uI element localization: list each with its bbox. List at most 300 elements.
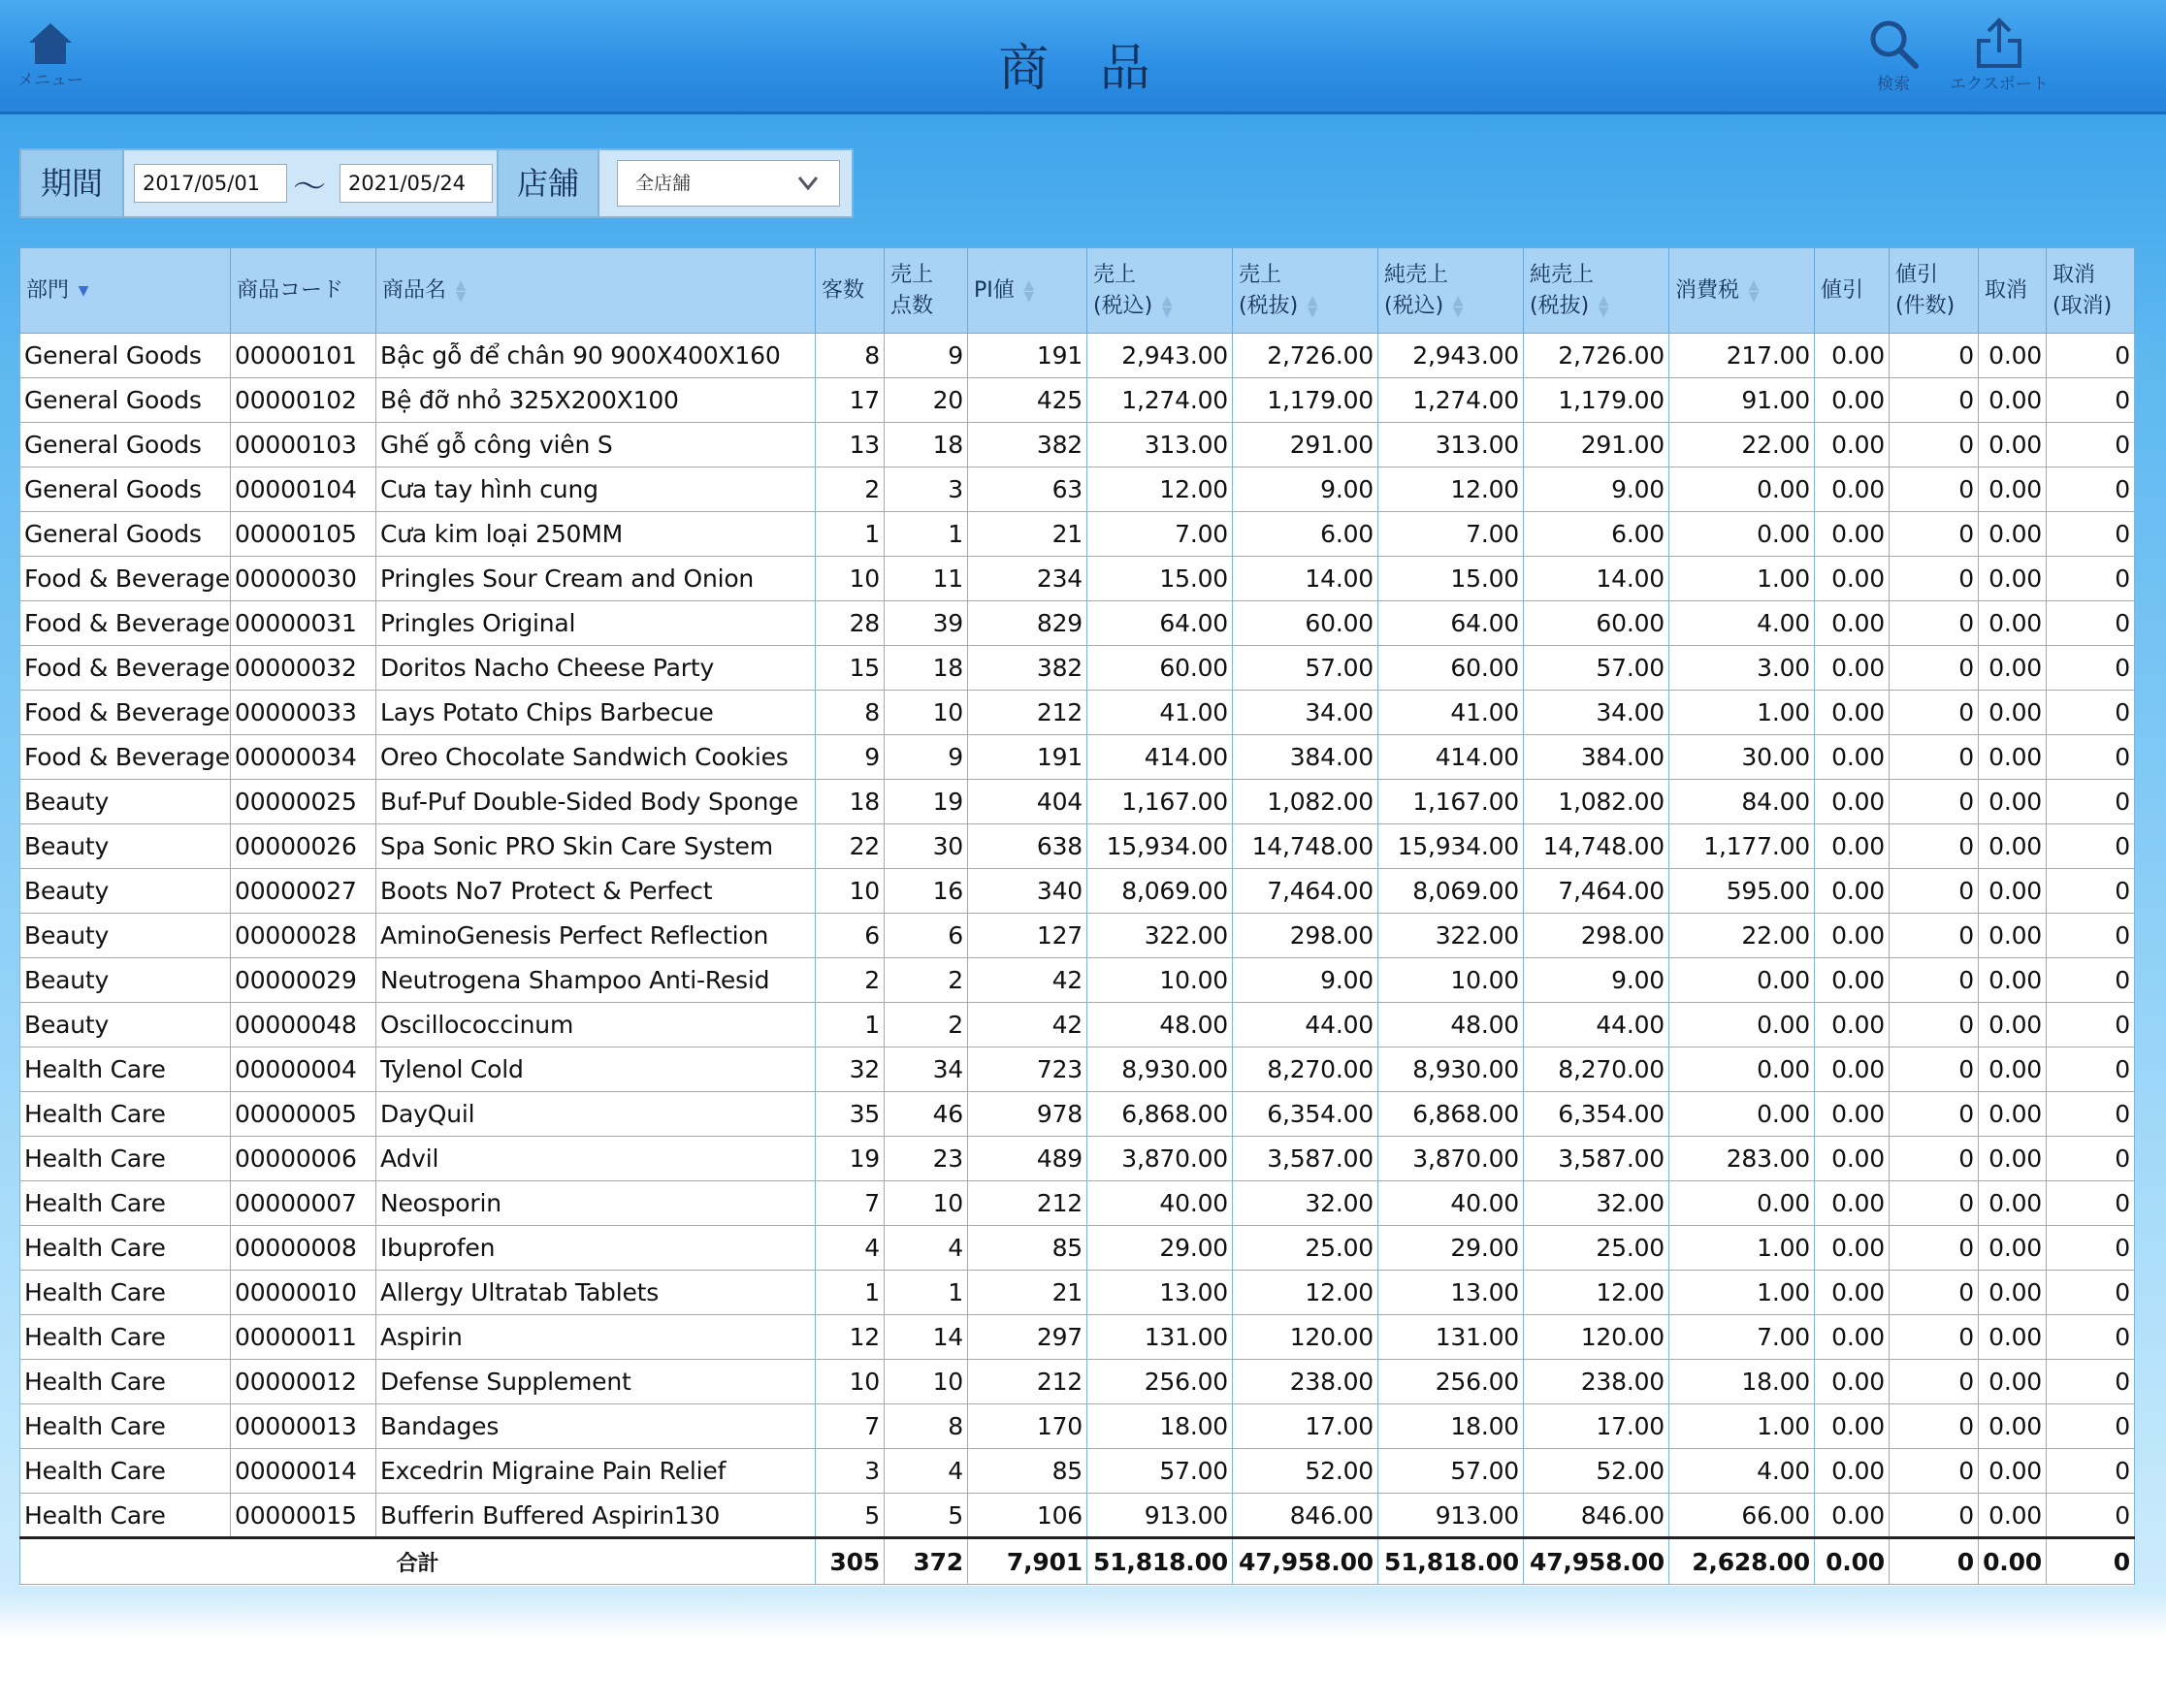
table-cell: 7.00 [1087,512,1233,557]
sort-updown-icon[interactable]: ▲ ▼ [1598,292,1609,320]
table-cell: 8,069.00 [1378,869,1524,914]
table-cell: Buf-Puf Double-Sided Body Sponge [376,780,816,824]
table-cell: 14,748.00 [1233,824,1378,869]
table-cell: 5 [885,1494,968,1538]
table-cell: 2 [885,1003,968,1047]
table-cell: 0.00 [1815,1449,1890,1494]
table-cell: 0 [2047,1360,2135,1404]
table-cell: 0.00 [1979,1047,2047,1092]
table-cell: 1,167.00 [1378,780,1524,824]
table-row[interactable] [20,691,2135,735]
date-to-input[interactable]: 2021/05/24 [339,164,493,203]
table-cell: 0 [1890,646,1979,691]
table-row[interactable] [20,1181,2135,1226]
table-cell: 0 [1890,1137,1979,1181]
table-cell: 9.00 [1233,467,1378,512]
table-cell: 6,868.00 [1087,1092,1233,1137]
total-cell: 0 [1890,1538,1979,1585]
table-cell: 25.00 [1233,1226,1378,1271]
table-cell: 34.00 [1233,691,1378,735]
table-cell: 0 [2047,1137,2135,1181]
table-row[interactable] [20,958,2135,1003]
table-cell: 10 [816,557,885,601]
total-label: 合計 [20,1538,816,1585]
sort-updown-icon[interactable]: ▲ ▼ [1307,292,1318,320]
table-cell: 0.00 [1815,423,1890,467]
table-cell: 00000005 [231,1092,376,1137]
table-cell: 9.00 [1524,958,1669,1003]
table-cell: 322.00 [1378,914,1524,958]
page-title: 商 品 [998,40,1168,98]
table-row[interactable] [20,914,2135,958]
table-cell: 00000006 [231,1137,376,1181]
table-row[interactable] [20,1271,2135,1315]
table-cell: 0 [2047,601,2135,646]
table-cell: 0.00 [1979,824,2047,869]
table-cell: 0.00 [1979,1226,2047,1271]
table-cell: 0 [1890,1271,1979,1315]
table-cell: 978 [968,1092,1087,1137]
table-cell: 9 [816,735,885,780]
table-cell: Tylenol Cold [376,1047,816,1092]
table-cell: 00000032 [231,646,376,691]
table-cell: 0.00 [1815,958,1890,1003]
table-cell: 191 [968,334,1087,378]
table-cell: 0 [1890,601,1979,646]
table-cell: 0 [1890,1226,1979,1271]
table-cell: Bandages [376,1404,816,1449]
table-cell: 1.00 [1669,1226,1815,1271]
table-row[interactable] [20,512,2135,557]
table-cell: 3,587.00 [1524,1137,1669,1181]
table-cell: 66.00 [1669,1494,1815,1538]
column-header-9[interactable] [1524,248,1669,334]
table-cell: Bậc gỗ để chân 90 900X400X160 [376,334,816,378]
table-cell: Health Care [20,1226,231,1271]
column-header-label: 値引 [1821,277,1864,303]
table-cell: 3,587.00 [1233,1137,1378,1181]
table-cell: 9 [885,334,968,378]
table-cell: 4 [816,1226,885,1271]
table-cell: 0.00 [1815,1003,1890,1047]
table-cell: 10.00 [1378,958,1524,1003]
table-cell: 00000008 [231,1226,376,1271]
table-cell: Bufferin Buffered Aspirin130 [376,1494,816,1538]
table-cell: 8,930.00 [1378,1047,1524,1092]
table-cell: Oscillococcinum [376,1003,816,1047]
table-cell: 28 [816,601,885,646]
table-cell: 291.00 [1233,423,1378,467]
column-header-6[interactable] [1087,248,1233,334]
table-row[interactable] [20,1092,2135,1137]
table-cell: 3,870.00 [1087,1137,1233,1181]
menu-label: メニュー [17,71,83,90]
table-cell: Health Care [20,1404,231,1449]
table-cell: 6.00 [1233,512,1378,557]
export-button[interactable] [1940,17,2058,94]
table-cell: 0.00 [1669,1181,1815,1226]
table-row[interactable] [20,557,2135,601]
column-header-8[interactable] [1378,248,1524,334]
table-row[interactable] [20,1360,2135,1404]
table-cell: 384.00 [1233,735,1378,780]
table-cell: 0 [1890,423,1979,467]
column-header-sublabel: (税抜) [1530,293,1590,318]
table-row[interactable] [20,780,2135,824]
store-select[interactable] [617,160,840,207]
table-cell: 15,934.00 [1087,824,1233,869]
table-cell: 1 [885,1271,968,1315]
table-cell: 414.00 [1087,735,1233,780]
table-cell: General Goods [20,334,231,378]
column-header-label: 客数 [822,277,865,303]
column-header-label: 純売上 [1384,262,1449,287]
table-cell: 0 [2047,780,2135,824]
table-cell: 64.00 [1087,601,1233,646]
table-cell: 0 [1890,1047,1979,1092]
table-cell: 120.00 [1524,1315,1669,1360]
table-cell: 13 [816,423,885,467]
table-cell: 0.00 [1815,1137,1890,1181]
table-row[interactable] [20,735,2135,780]
table-cell: 8,270.00 [1524,1047,1669,1092]
table-row[interactable] [20,334,2135,378]
table-cell: 0.00 [1979,691,2047,735]
table-cell: 8 [885,1404,968,1449]
table-cell: 7,464.00 [1524,869,1669,914]
table-cell: 00000015 [231,1494,376,1538]
table-cell: 39 [885,601,968,646]
table-cell: 0 [1890,467,1979,512]
table-cell: Doritos Nacho Cheese Party [376,646,816,691]
table-cell: 256.00 [1378,1360,1524,1404]
table-cell: Bệ đỡ nhỏ 325X200X100 [376,378,816,423]
column-header-2[interactable] [376,248,816,334]
table-cell: 7.00 [1378,512,1524,557]
table-cell: 0.00 [1815,1494,1890,1538]
table-row[interactable] [20,824,2135,869]
table-cell: 0 [2047,1494,2135,1538]
table-cell: 4.00 [1669,1449,1815,1494]
share-upload-icon [1973,17,2025,70]
table-cell: 1.00 [1669,1271,1815,1315]
table-cell: 30 [885,824,968,869]
table-row[interactable] [20,1003,2135,1047]
column-header-label: 取消 [1985,277,2028,303]
table-cell: 0 [1890,691,1979,735]
table-cell: 9.00 [1233,958,1378,1003]
table-row[interactable] [20,646,2135,691]
table-row[interactable] [20,467,2135,512]
table-cell: 0.00 [1815,1047,1890,1092]
table-cell: 595.00 [1669,869,1815,914]
table-cell: 8,930.00 [1087,1047,1233,1092]
table-cell: 00000025 [231,780,376,824]
table-cell: 234 [968,557,1087,601]
table-cell: 52.00 [1233,1449,1378,1494]
total-cell: 47,958.00 [1233,1538,1378,1585]
column-header-label: 売上 [1239,262,1282,287]
table-cell: 6 [816,914,885,958]
table-cell: 0 [1890,958,1979,1003]
table-cell: 0.00 [1815,780,1890,824]
table-cell: 00000027 [231,869,376,914]
table-cell: 21 [968,1271,1087,1315]
table-cell: 00000010 [231,1271,376,1315]
table-row[interactable] [20,1404,2135,1449]
table-cell: 829 [968,601,1087,646]
table-cell: Advil [376,1137,816,1181]
table-row[interactable] [20,423,2135,467]
table-cell: 60.00 [1087,646,1233,691]
table-cell: 18 [885,423,968,467]
table-cell: 57.00 [1378,1449,1524,1494]
column-header-14[interactable] [2047,248,2135,334]
table-cell: 0.00 [1669,512,1815,557]
bottom-fade [0,1591,2166,1708]
table-row[interactable] [20,869,2135,914]
table-cell: General Goods [20,512,231,557]
table-cell: 0 [2047,1092,2135,1137]
table-cell: 0.00 [1815,1226,1890,1271]
table-cell: 298.00 [1233,914,1378,958]
column-header-sublabel: (税込) [1093,293,1153,318]
table-cell: 5 [816,1494,885,1538]
table-cell: 34.00 [1524,691,1669,735]
table-cell: 0 [1890,334,1979,378]
table-cell: 1.00 [1669,1404,1815,1449]
column-header-label: PI値 [974,277,1015,303]
table-cell: 8 [816,691,885,735]
triangle-down-icon[interactable]: ▼ [78,282,89,299]
table-cell: 425 [968,378,1087,423]
table-cell: 00000031 [231,601,376,646]
table-cell: 131.00 [1087,1315,1233,1360]
table-cell: 131.00 [1378,1315,1524,1360]
column-header-label: 商品名 [382,277,447,303]
table-cell: 0.00 [1815,1271,1890,1315]
table-cell: General Goods [20,378,231,423]
table-cell: 00000029 [231,958,376,1003]
table-row[interactable] [20,1315,2135,1360]
date-from-input[interactable]: 2017/05/01 [134,164,287,203]
table-cell: 0.00 [1669,1003,1815,1047]
table-cell: 0.00 [1669,1092,1815,1137]
table-cell: 0.00 [1815,1092,1890,1137]
column-header-sublabel: (件数) [1895,293,1956,318]
table-cell: 238.00 [1524,1360,1669,1404]
table-cell: 0.00 [1979,1315,2047,1360]
table-cell: 0.00 [1815,334,1890,378]
table-cell: Neutrogena Shampoo Anti-Resid [376,958,816,1003]
product-sales-table [19,247,2135,1585]
table-cell: 12 [816,1315,885,1360]
table-cell: 0 [2047,914,2135,958]
table-cell: 0 [2047,958,2135,1003]
total-cell: 7,901 [968,1538,1087,1585]
sort-updown-icon[interactable]: ▲ ▼ [455,276,467,305]
table-cell: 19 [816,1137,885,1181]
table-cell: 21 [968,512,1087,557]
column-header-12[interactable] [1890,248,1979,334]
table-cell: 0 [2047,1404,2135,1449]
table-cell: 384.00 [1524,735,1669,780]
table-cell: 6.00 [1524,512,1669,557]
table-cell: 0 [1890,1404,1979,1449]
table-cell: 57.00 [1524,646,1669,691]
table-cell: 14.00 [1233,557,1378,601]
table-cell: Excedrin Migraine Pain Relief [376,1449,816,1494]
table-cell: Health Care [20,1360,231,1404]
table-cell: 3.00 [1669,646,1815,691]
table-cell: 2,726.00 [1233,334,1378,378]
table-cell: 0 [2047,869,2135,914]
total-cell: 0.00 [1979,1538,2047,1585]
table-cell: 0 [2047,334,2135,378]
period-label: 期間 [21,150,124,216]
table-cell: 48.00 [1378,1003,1524,1047]
table-cell: Health Care [20,1047,231,1092]
column-header-10[interactable] [1669,248,1815,334]
table-cell: Food & Beverage [20,691,231,735]
table-cell: 120.00 [1233,1315,1378,1360]
table-cell: 41.00 [1087,691,1233,735]
total-cell: 372 [885,1538,968,1585]
table-cell: 00000013 [231,1404,376,1449]
total-cell: 0 [2047,1538,2135,1585]
date-range-tilde: 〜 [293,168,326,207]
table-cell: Oreo Chocolate Sandwich Cookies [376,735,816,780]
table-cell: 191 [968,735,1087,780]
table-cell: 846.00 [1524,1494,1669,1538]
table-cell: 12.00 [1378,467,1524,512]
table-cell: 0.00 [1815,601,1890,646]
search-label: 検索 [1877,75,1910,94]
table-cell: 63 [968,467,1087,512]
table-cell: 57.00 [1087,1449,1233,1494]
product-table-container [19,247,2134,1586]
table-cell: 1.00 [1669,557,1815,601]
table-cell: 0 [2047,691,2135,735]
table-cell: 22.00 [1669,914,1815,958]
sort-updown-icon[interactable]: ▲ ▼ [1161,292,1173,320]
table-cell: 30.00 [1669,735,1815,780]
column-header-7[interactable] [1233,248,1378,334]
table-cell: 0.00 [1669,1047,1815,1092]
table-cell: 0 [2047,735,2135,780]
table-cell: 0.00 [1815,869,1890,914]
table-cell: 10 [885,1181,968,1226]
table-cell: 0 [2047,423,2135,467]
table-cell: 7.00 [1669,1315,1815,1360]
column-header-3[interactable] [816,248,885,334]
table-cell: 15.00 [1087,557,1233,601]
table-cell: 382 [968,646,1087,691]
table-row[interactable] [20,378,2135,423]
table-cell: 18.00 [1087,1404,1233,1449]
table-cell: 00000105 [231,512,376,557]
column-header-label: 取消 [2053,262,2096,287]
table-row[interactable] [20,1047,2135,1092]
table-cell: 0.00 [1979,378,2047,423]
table-cell: 14,748.00 [1524,824,1669,869]
table-cell: 20 [885,378,968,423]
table-cell: Aspirin [376,1315,816,1360]
sort-updown-icon[interactable]: ▲ ▼ [1748,276,1760,305]
table-row[interactable] [20,1449,2135,1494]
search-button[interactable] [1855,17,1932,94]
table-cell: 4.00 [1669,601,1815,646]
table-cell: 32.00 [1524,1181,1669,1226]
table-cell: 17 [816,378,885,423]
sort-updown-icon[interactable]: ▲ ▼ [1452,292,1464,320]
table-cell: 1,274.00 [1087,378,1233,423]
table-cell: 212 [968,1360,1087,1404]
column-header-4[interactable] [885,248,968,334]
table-cell: 15.00 [1378,557,1524,601]
table-cell: 0 [2047,1315,2135,1360]
column-header-0[interactable] [20,248,231,334]
table-cell: AminoGenesis Perfect Reflection [376,914,816,958]
table-cell: Pringles Sour Cream and Onion [376,557,816,601]
column-header-1[interactable] [231,248,376,334]
table-row[interactable] [20,1137,2135,1181]
table-cell: 1 [885,512,968,557]
column-header-5[interactable] [968,248,1087,334]
table-cell: Neosporin [376,1181,816,1226]
table-cell: 00000048 [231,1003,376,1047]
table-cell: 42 [968,958,1087,1003]
table-cell: 2,943.00 [1378,334,1524,378]
column-header-11[interactable] [1815,248,1890,334]
column-header-13[interactable] [1979,248,2047,334]
table-cell: 723 [968,1047,1087,1092]
table-cell: 0 [2047,1181,2135,1226]
table-cell: 8 [816,334,885,378]
table-cell: 2 [816,467,885,512]
table-cell: 0.00 [1815,824,1890,869]
table-cell: 0 [2047,1449,2135,1494]
table-row[interactable] [20,1226,2135,1271]
table-cell: 32 [816,1047,885,1092]
table-cell: 10.00 [1087,958,1233,1003]
table-cell: 85 [968,1449,1087,1494]
table-cell: 0 [2047,512,2135,557]
total-cell: 51,818.00 [1378,1538,1524,1585]
table-cell: Allergy Ultratab Tablets [376,1271,816,1315]
table-cell: 29.00 [1378,1226,1524,1271]
column-header-label: 売上 [1093,262,1137,287]
table-cell: 0 [1890,1315,1979,1360]
table-cell: 414.00 [1378,735,1524,780]
table-cell: 212 [968,1181,1087,1226]
table-cell: Food & Beverage [20,735,231,780]
table-cell: 0.00 [1979,467,2047,512]
table-cell: Beauty [20,914,231,958]
table-cell: 0.00 [1979,601,2047,646]
table-cell: 0 [1890,1360,1979,1404]
table-cell: 322.00 [1087,914,1233,958]
table-row[interactable] [20,1494,2135,1538]
table-cell: 0 [1890,1181,1979,1226]
table-row[interactable] [20,601,2135,646]
table-cell: 1,179.00 [1524,378,1669,423]
table-cell: General Goods [20,423,231,467]
table-cell: 00000033 [231,691,376,735]
table-cell: 0 [2047,646,2135,691]
sort-updown-icon[interactable]: ▲ ▼ [1023,276,1035,305]
column-header-sublabel: (税抜) [1239,293,1299,318]
